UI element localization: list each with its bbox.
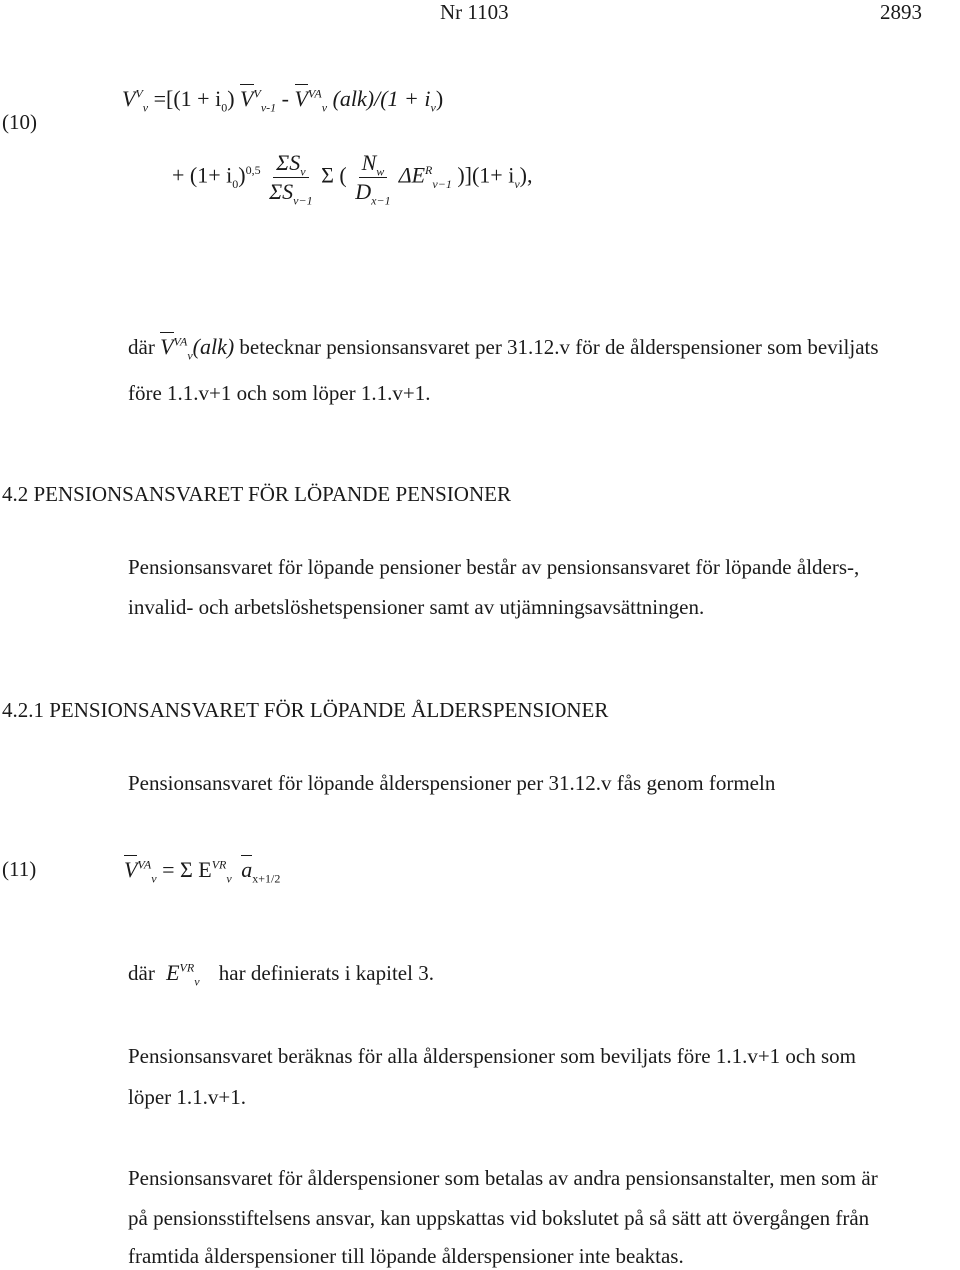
fraction-n-d: $\frac{N_w}{D_{x-1}}$ <box>355 150 391 208</box>
paragraph-beraknas-line-1: Pensionsansvaret beräknas för alla ålderspensioner som beviljats före 1.1.v+1 och som <box>128 1044 856 1068</box>
paragraph-andra-line-2: på pensionsstiftelsens ansvar, kan uppskattas vid bokslutet på så sätt att övergången från <box>128 1206 870 1230</box>
paragraph-andra-line-3: framtida ålderspensioner till löpande ålderspensioner inte beaktas. <box>128 1244 684 1268</box>
formula-10-number: (10) <box>2 110 37 134</box>
paragraph-beraknas-line-2: löper 1.1.v+1. <box>128 1085 246 1109</box>
page-number: 2893 <box>880 0 922 24</box>
formula-11-number: (11) <box>2 857 37 881</box>
dar-definition-1: där $V^{VA}_v(alk)$ betecknar pensionsansvaret per 31.12.v för de ålderspensioner som beviljats <box>128 334 879 363</box>
formula-10-line-2: + $(1+ i_0)^{0,5}$ $\frac{\Sigma S_v}{\Sigma S_{v-1}}$ Σ ( $\frac{N_w}{D_{x-1}}$ $\Delta E^R_{v-1}$ )]$(1+ i_v)$, <box>172 150 533 208</box>
formula-10-line-1: $V^V_v =[(1 + i_0)$ $V^V_{v-1} - V^{VA}_v$ $(alk)/(1 + i_v)$ <box>122 86 444 115</box>
dar-definition-1-line-2: före 1.1.v+1 och som löper 1.1.v+1. <box>128 381 431 405</box>
dar-definition-2: där $E^{VR}_v$ har definierats i kapitel 3. <box>128 960 434 989</box>
section-4-2-text-line-1: Pensionsansvaret för löpande pensioner består av pensionsansvaret för löpande ålders-, <box>128 555 860 579</box>
paragraph-andra-line-1: Pensionsansvaret för ålderspensioner som betalas av andra pensionsanstalter, men som är <box>128 1166 878 1190</box>
fraction-sum-s: $\frac{\Sigma S_v}{\Sigma S_{v-1}}$ <box>269 150 313 208</box>
formula-11: $V^{VA}_v = \Sigma$ $E^{VR}_v$ $a_{x+1/2}$ <box>124 857 281 886</box>
section-4-2-1-heading: 4.2.1 PENSIONSANSVARET FÖR LÖPANDE ÅLDERSPENSIONER <box>2 698 609 722</box>
section-4-2-heading: 4.2 PENSIONSANSVARET FÖR LÖPANDE PENSIONER <box>2 482 511 506</box>
issue-number: Nr 1103 <box>440 0 509 24</box>
section-4-2-text-line-2: invalid- och arbetslöshetspensioner samt av utjämningsavsättningen. <box>128 595 705 619</box>
section-4-2-1-text: Pensionsansvaret för löpande ålderspensioner per 31.12.v fås genom formeln <box>128 771 776 795</box>
